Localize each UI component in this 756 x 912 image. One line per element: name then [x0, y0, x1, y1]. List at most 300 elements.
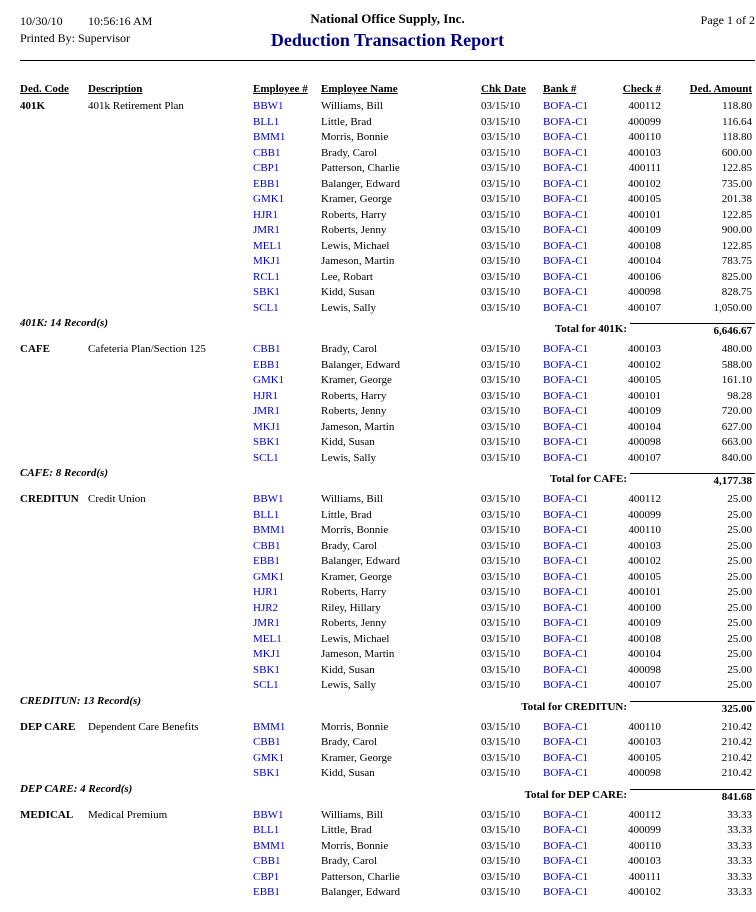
bank-id-link[interactable]: BOFA-C1	[543, 601, 589, 614]
check-number-cell: 400099	[628, 115, 661, 128]
description-cell	[88, 823, 253, 839]
company-name: National Office Supply, Inc.	[310, 11, 465, 26]
employee-id-link[interactable]: MKJ1	[253, 648, 281, 660]
employee-name-cell: Jameson, Martin	[321, 648, 395, 660]
employee-name-cell: Brady, Carol	[321, 736, 378, 748]
deduction-amount-cell: 122.85	[721, 208, 752, 221]
group-total-amount: 841.68	[630, 789, 755, 803]
bank-id-link[interactable]: BOFA-C1	[543, 720, 589, 733]
deduction-amount-cell: 161.10	[721, 374, 752, 386]
table-row	[20, 523, 755, 539]
employee-name-cell: Kidd, Susan	[321, 767, 375, 779]
ded-code-cell	[20, 570, 88, 586]
employee-name-cell: Brady, Carol	[321, 343, 378, 355]
check-number-cell: 400105	[628, 193, 661, 205]
ded-code-cell	[20, 146, 88, 162]
employee-name-cell: Brady, Carol	[321, 146, 378, 159]
employee-id-link[interactable]: MKJ1	[253, 255, 281, 267]
bank-id-link[interactable]: BOFA-C1	[543, 555, 589, 567]
bank-id-link[interactable]: BOFA-C1	[543, 451, 589, 464]
employee-id-link[interactable]: MEL1	[253, 632, 282, 645]
table-row	[20, 342, 755, 358]
employee-id-link[interactable]: BBW1	[253, 100, 284, 112]
group-footer	[20, 316, 755, 342]
check-date-cell: 03/15/10	[481, 720, 521, 733]
check-date-cell: 03/15/10	[481, 886, 521, 898]
check-number-cell: 400101	[628, 586, 661, 598]
deduction-amount-cell: 25.00	[727, 663, 752, 676]
check-number-cell: 400110	[628, 524, 661, 536]
check-number-cell: 400112	[628, 493, 661, 505]
employee-name-cell: Lewis, Michael	[321, 632, 390, 645]
bank-id-link[interactable]: BOFA-C1	[543, 100, 589, 112]
employee-name-cell: Williams, Bill	[321, 100, 383, 112]
description-cell: Dependent Care Benefits	[88, 720, 199, 733]
column-header	[543, 83, 600, 99]
employee-id-link[interactable]: SCL1	[253, 301, 279, 314]
employee-id-link[interactable]: SBK1	[253, 663, 280, 676]
employee-id-link[interactable]: BLL1	[253, 115, 280, 128]
bank-id-link[interactable]: BOFA-C1	[543, 855, 589, 867]
deduction-amount-cell: 210.42	[721, 736, 752, 748]
description-cell	[88, 177, 253, 193]
ded-code-cell	[20, 358, 88, 374]
table-row	[20, 301, 755, 317]
column-header-label: Employee #	[253, 83, 308, 95]
deduction-amount-cell: 118.80	[722, 100, 752, 112]
check-date-cell: 03/15/10	[481, 539, 521, 552]
record-count: CREDITUN: 13 Record(s)	[20, 694, 141, 707]
deduction-amount-cell: 783.75	[721, 255, 752, 267]
check-number-cell: 400105	[628, 570, 661, 583]
bank-id-link[interactable]: BOFA-C1	[543, 286, 589, 298]
description-cell	[88, 585, 253, 601]
employee-id-link[interactable]: CBB1	[253, 736, 281, 748]
bank-id-link[interactable]: BOFA-C1	[543, 539, 589, 552]
bank-id-link[interactable]: BOFA-C1	[543, 679, 589, 691]
deduction-amount-cell: 663.00	[721, 436, 752, 448]
column-header-label: Description	[88, 83, 143, 95]
bank-id-link[interactable]: BOFA-C1	[543, 767, 589, 779]
group-total-row	[20, 701, 755, 715]
description-cell	[88, 146, 253, 162]
check-number-cell: 400102	[628, 886, 661, 898]
ded-code-cell: DEP CARE	[20, 720, 76, 733]
bank-id-link[interactable]: BOFA-C1	[543, 632, 589, 645]
deduction-amount-cell: 25.00	[727, 617, 752, 629]
ded-code-cell	[20, 554, 88, 570]
ded-code-cell: CREDITUN	[20, 493, 79, 505]
employee-name-cell: Morris, Bonnie	[321, 524, 389, 536]
deduction-amount-cell: 25.00	[727, 586, 752, 598]
employee-id-link[interactable]: MEL1	[253, 239, 282, 252]
employee-id-link[interactable]: MKJ1	[253, 420, 281, 433]
group-footer	[20, 694, 755, 720]
check-number-cell: 400104	[628, 255, 661, 267]
bank-id-link[interactable]: BOFA-C1	[543, 208, 589, 221]
deduction-amount-cell: 25.00	[727, 539, 752, 552]
employee-id-link[interactable]: GMK1	[253, 570, 285, 583]
employee-id-link[interactable]: SCL1	[253, 679, 279, 691]
bank-id-link[interactable]: BOFA-C1	[543, 177, 589, 190]
table-row	[20, 823, 755, 839]
check-date-cell: 03/15/10	[481, 824, 521, 836]
ded-code-cell	[20, 885, 88, 901]
employee-name-cell: Riley, Hillary	[321, 601, 381, 614]
check-date-cell: 03/15/10	[481, 239, 521, 252]
check-date-cell: 03/15/10	[481, 405, 521, 417]
employee-name-cell: Balanger, Edward	[321, 358, 400, 371]
ded-code-cell	[20, 239, 88, 255]
check-date-cell: 03/15/10	[481, 617, 521, 629]
employee-id-link[interactable]: SCL1	[253, 451, 279, 464]
description-cell	[88, 161, 253, 177]
deduction-amount-cell: 33.33	[727, 886, 752, 898]
description-cell	[88, 570, 253, 586]
table-row	[20, 130, 755, 146]
ded-code-cell	[20, 539, 88, 555]
bank-id-link[interactable]: BOFA-C1	[543, 301, 589, 314]
employee-id-link[interactable]: CBP1	[253, 162, 280, 174]
description-cell	[88, 451, 253, 467]
description-cell: Credit Union	[88, 493, 146, 505]
check-date-cell: 03/15/10	[481, 343, 521, 355]
employee-id-link[interactable]: GMK1	[253, 193, 285, 205]
ded-code-cell: CAFE	[20, 343, 50, 355]
check-number-cell: 400112	[628, 808, 661, 821]
employee-id-link[interactable]: HJR1	[253, 586, 279, 598]
deduction-amount-cell: 210.42	[721, 720, 752, 733]
bank-id-link[interactable]: BOFA-C1	[543, 405, 589, 417]
check-number-cell: 400104	[628, 648, 661, 660]
check-date-cell: 03/15/10	[481, 224, 521, 236]
check-number-cell: 400111	[628, 162, 661, 174]
table-row	[20, 751, 755, 767]
description-cell	[88, 854, 253, 870]
check-number-cell: 400112	[628, 100, 661, 112]
employee-id-link[interactable]: BMM1	[253, 720, 286, 733]
bank-id-link[interactable]: BOFA-C1	[543, 617, 589, 629]
deduction-amount-cell: 600.00	[721, 146, 752, 159]
table-row	[20, 885, 755, 901]
ded-code-cell	[20, 823, 88, 839]
deduction-amount-cell: 735.00	[721, 177, 752, 190]
description-cell	[88, 389, 253, 405]
ded-code-cell	[20, 523, 88, 539]
check-number-cell: 400106	[628, 270, 661, 283]
description-cell	[88, 420, 253, 436]
column-header-label: Bank #	[543, 83, 577, 95]
deduction-amount-cell: 627.00	[721, 420, 752, 433]
employee-name-cell: Kidd, Susan	[321, 436, 375, 448]
check-number-cell: 400105	[628, 751, 661, 764]
group-footer	[20, 466, 755, 492]
bank-id-link[interactable]: BOFA-C1	[543, 508, 589, 521]
table-row	[20, 735, 755, 751]
employee-name-cell: Roberts, Jenny	[321, 405, 387, 417]
description-cell	[88, 130, 253, 146]
group-total-row	[20, 789, 755, 803]
table-row	[20, 647, 755, 663]
table-row	[20, 285, 755, 301]
employee-name-cell: Little, Brad	[321, 824, 372, 836]
employee-id-link[interactable]: BMM1	[253, 131, 286, 143]
deduction-amount-cell: 828.75	[721, 286, 752, 298]
check-number-cell: 400102	[628, 177, 661, 190]
report-body	[20, 99, 755, 901]
bank-id-link[interactable]: BOFA-C1	[543, 389, 589, 402]
check-date-cell: 03/15/10	[481, 586, 521, 598]
check-date-cell: 03/15/10	[481, 870, 521, 883]
description-cell	[88, 373, 253, 389]
table-row	[20, 808, 755, 824]
employee-id-link[interactable]: CBB1	[253, 343, 281, 355]
table-row	[20, 358, 755, 374]
employee-name-cell: Kidd, Susan	[321, 663, 375, 676]
table-row	[20, 115, 755, 131]
employee-name-cell: Morris, Bonnie	[321, 839, 389, 852]
table-row	[20, 601, 755, 617]
employee-id-link[interactable]: JMR1	[253, 224, 280, 236]
employee-name-cell: Brady, Carol	[321, 539, 378, 552]
bank-id-link[interactable]: BOFA-C1	[543, 270, 589, 283]
column-header-label: Employee Name	[321, 83, 398, 95]
employee-id-link[interactable]: EBB1	[253, 358, 280, 371]
check-date-cell: 03/15/10	[481, 570, 521, 583]
employee-id-link[interactable]: BBW1	[253, 808, 284, 821]
check-date-cell: 03/15/10	[481, 855, 521, 867]
table-row	[20, 192, 755, 208]
employee-id-link[interactable]: HJR2	[253, 601, 279, 614]
employee-name-cell: Brady, Carol	[321, 855, 378, 867]
bank-id-link[interactable]: BOFA-C1	[543, 570, 589, 583]
check-date-cell: 03/15/10	[481, 679, 521, 691]
description-cell	[88, 208, 253, 224]
deduction-amount-cell: 25.00	[727, 570, 752, 583]
bank-id-link[interactable]: BOFA-C1	[543, 648, 589, 660]
ded-code-cell: MEDICAL	[20, 808, 74, 821]
description-cell	[88, 539, 253, 555]
employee-id-link[interactable]: GMK1	[253, 751, 285, 764]
bank-id-link[interactable]: BOFA-C1	[543, 736, 589, 748]
description-cell: 401k Retirement Plan	[88, 100, 184, 112]
employee-id-link[interactable]: HJR1	[253, 208, 279, 221]
group-total-amount: 4,177.38	[630, 473, 755, 487]
description-cell	[88, 766, 253, 782]
description-cell	[88, 301, 253, 317]
employee-id-link[interactable]: BLL1	[253, 508, 280, 521]
bank-id-link[interactable]: BOFA-C1	[543, 162, 589, 174]
print-time: 10:56:16 AM	[88, 14, 153, 28]
check-date-cell: 03/15/10	[481, 839, 521, 852]
check-number-cell: 400098	[628, 663, 661, 676]
ded-code-cell	[20, 389, 88, 405]
check-number-cell: 400109	[628, 405, 661, 417]
check-number-cell: 400105	[628, 374, 661, 386]
bank-id-link[interactable]: BOFA-C1	[543, 886, 589, 898]
employee-name-cell: Kramer, George	[321, 751, 392, 764]
ded-code-cell: 401K	[20, 100, 46, 112]
ded-code-cell	[20, 223, 88, 239]
ded-code-cell	[20, 130, 88, 146]
description-cell	[88, 647, 253, 663]
bank-id-link[interactable]: BOFA-C1	[543, 420, 589, 433]
deduction-amount-cell: 25.00	[727, 493, 752, 505]
ded-code-cell	[20, 435, 88, 451]
employee-name-cell: Balanger, Edward	[321, 177, 400, 190]
check-number-cell: 400103	[628, 146, 661, 159]
deduction-amount-cell: 480.00	[721, 343, 752, 355]
employee-id-link[interactable]: EBB1	[253, 886, 280, 898]
description-cell	[88, 270, 253, 286]
employee-id-link[interactable]: JMR1	[253, 405, 280, 417]
bank-id-link[interactable]: BOFA-C1	[543, 146, 589, 159]
header-rule	[20, 60, 755, 61]
bank-id-link[interactable]: BOFA-C1	[543, 524, 589, 536]
column-header	[88, 83, 253, 99]
employee-id-link[interactable]: SBK1	[253, 436, 280, 448]
description-cell	[88, 508, 253, 524]
bank-id-link[interactable]: BOFA-C1	[543, 663, 589, 676]
ded-code-cell	[20, 254, 88, 270]
description-cell: Cafeteria Plan/Section 125	[88, 343, 206, 355]
bank-id-link[interactable]: BOFA-C1	[543, 239, 589, 252]
table-row	[20, 208, 755, 224]
employee-id-link[interactable]: CBP1	[253, 870, 280, 883]
employee-id-link[interactable]: HJR1	[253, 389, 279, 402]
employee-name-cell: Jameson, Martin	[321, 420, 395, 433]
table-row	[20, 373, 755, 389]
header-center	[20, 11, 755, 51]
description-cell	[88, 735, 253, 751]
deduction-amount-cell: 118.80	[722, 131, 752, 143]
table-row	[20, 239, 755, 255]
table-row	[20, 570, 755, 586]
bank-id-link[interactable]: BOFA-C1	[543, 586, 589, 598]
column-header-label: Check #	[622, 83, 661, 95]
ded-code-cell	[20, 678, 88, 694]
group-footer	[20, 782, 755, 808]
check-number-cell: 400098	[628, 286, 661, 298]
check-number-cell: 400099	[628, 508, 661, 521]
employee-name-cell: Kramer, George	[321, 570, 392, 583]
check-date-cell: 03/15/10	[481, 736, 521, 748]
description-cell	[88, 663, 253, 679]
table-row	[20, 420, 755, 436]
column-header	[665, 83, 755, 99]
column-header	[20, 83, 88, 99]
employee-id-link[interactable]: EBB1	[253, 555, 280, 567]
group-total-label: Total for CAFE:	[550, 473, 627, 485]
bank-id-link[interactable]: BOFA-C1	[543, 343, 589, 355]
employee-id-link[interactable]: BMM1	[253, 839, 286, 852]
check-date-cell: 03/15/10	[481, 100, 521, 112]
check-number-cell: 400099	[628, 824, 661, 836]
check-number-cell: 400110	[628, 839, 661, 852]
description-cell	[88, 404, 253, 420]
bank-id-link[interactable]: BOFA-C1	[543, 255, 589, 267]
bank-id-link[interactable]: BOFA-C1	[543, 436, 589, 448]
employee-id-link[interactable]: BBW1	[253, 493, 284, 505]
check-number-cell: 400110	[628, 720, 661, 733]
description-cell	[88, 751, 253, 767]
employee-id-link[interactable]: CBB1	[253, 539, 281, 552]
employee-id-link[interactable]: JMR1	[253, 617, 280, 629]
employee-id-link[interactable]: BLL1	[253, 824, 280, 836]
bank-id-link[interactable]: BOFA-C1	[543, 870, 589, 883]
column-header	[321, 83, 481, 99]
employee-id-link[interactable]: CBB1	[253, 146, 281, 159]
bank-id-link[interactable]: BOFA-C1	[543, 224, 589, 236]
ded-code-cell	[20, 270, 88, 286]
check-number-cell: 400109	[628, 224, 661, 236]
group-total-row	[20, 323, 755, 337]
bank-id-link[interactable]: BOFA-C1	[543, 131, 589, 143]
table-row	[20, 663, 755, 679]
check-number-cell: 400101	[628, 208, 661, 221]
ded-code-cell	[20, 177, 88, 193]
bank-id-link[interactable]: BOFA-C1	[543, 115, 589, 128]
employee-id-link[interactable]: EBB1	[253, 177, 280, 190]
description-cell	[88, 358, 253, 374]
employee-name-cell: Roberts, Jenny	[321, 617, 387, 629]
employee-name-cell: Kramer, George	[321, 374, 392, 386]
bank-id-link[interactable]: BOFA-C1	[543, 808, 589, 821]
table-row	[20, 435, 755, 451]
ded-code-cell	[20, 616, 88, 632]
bank-id-link[interactable]: BOFA-C1	[543, 193, 589, 205]
employee-id-link[interactable]: SBK1	[253, 767, 280, 779]
employee-name-cell: Lee, Robart	[321, 270, 373, 283]
employee-id-link[interactable]: RCL1	[253, 270, 280, 283]
ded-code-cell	[20, 420, 88, 436]
description-cell	[88, 554, 253, 570]
check-date-cell: 03/15/10	[481, 524, 521, 536]
bank-id-link[interactable]: BOFA-C1	[543, 493, 589, 505]
ded-code-cell	[20, 854, 88, 870]
employee-name-cell: Balanger, Edward	[321, 886, 400, 898]
bank-id-link[interactable]: BOFA-C1	[543, 374, 589, 386]
description-cell	[88, 632, 253, 648]
table-row	[20, 616, 755, 632]
column-header	[600, 83, 665, 99]
employee-name-cell: Roberts, Jenny	[321, 224, 387, 236]
bank-id-link[interactable]: BOFA-C1	[543, 839, 589, 852]
table-row	[20, 766, 755, 782]
bank-id-link[interactable]: BOFA-C1	[543, 358, 589, 371]
bank-id-link[interactable]: BOFA-C1	[543, 824, 589, 836]
employee-name-cell: Lewis, Sally	[321, 301, 376, 314]
employee-id-link[interactable]: SBK1	[253, 286, 280, 298]
employee-id-link[interactable]: CBB1	[253, 855, 281, 867]
deduction-amount-cell: 25.00	[727, 648, 752, 660]
check-number-cell: 400107	[628, 679, 661, 691]
bank-id-link[interactable]: BOFA-C1	[543, 751, 589, 764]
check-number-cell: 400108	[628, 239, 661, 252]
check-number-cell: 400098	[628, 436, 661, 448]
employee-name-cell: Roberts, Harry	[321, 208, 387, 221]
group-total-label: Total for CREDITUN:	[521, 700, 627, 713]
column-header	[481, 83, 543, 99]
description-cell: Medical Premium	[88, 808, 168, 821]
employee-id-link[interactable]: BMM1	[253, 524, 286, 536]
employee-name-cell: Jameson, Martin	[321, 255, 395, 267]
check-date-cell: 03/15/10	[481, 146, 521, 159]
ded-code-cell	[20, 301, 88, 317]
table-row	[20, 161, 755, 177]
table-row	[20, 146, 755, 162]
employee-id-link[interactable]: GMK1	[253, 374, 285, 386]
